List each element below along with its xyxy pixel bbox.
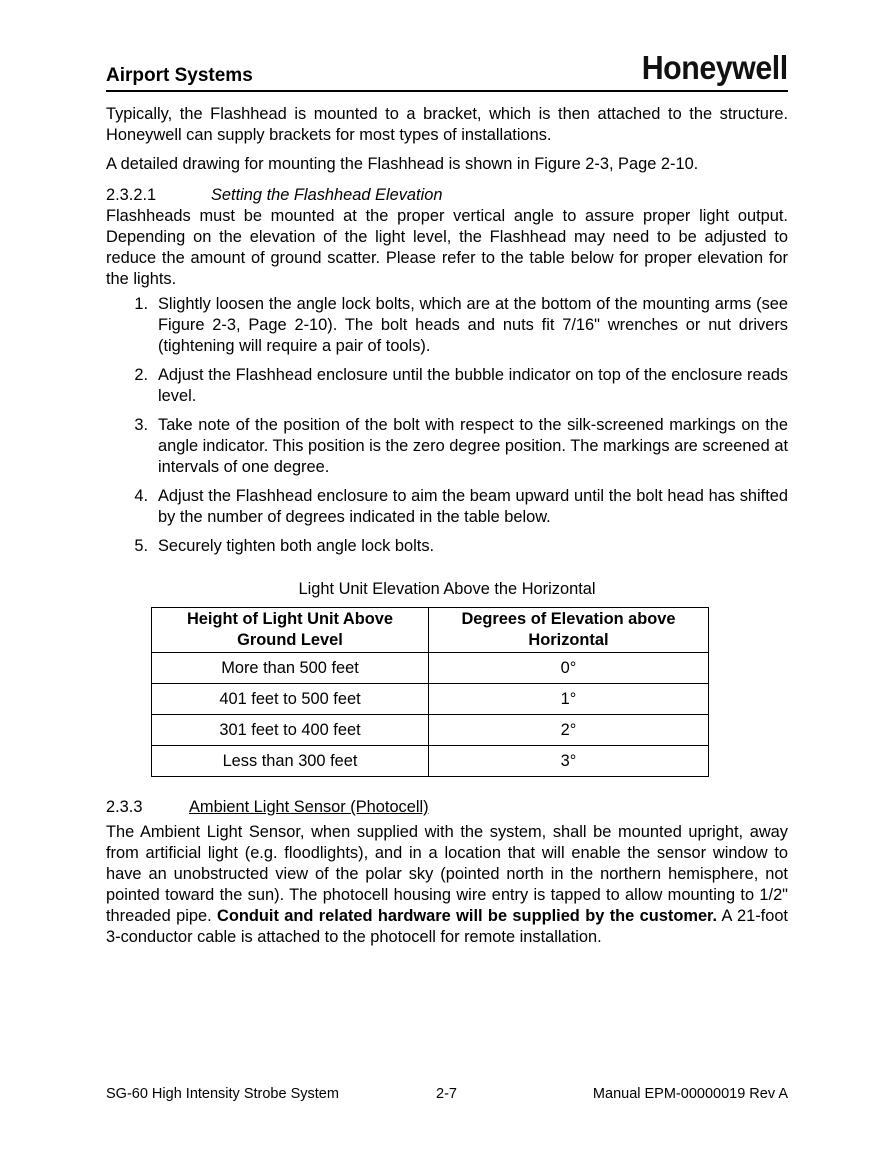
table-row — [152, 715, 709, 746]
step-number: 3. — [134, 416, 148, 434]
table-cell: 401 feet to 500 feet — [152, 684, 429, 715]
sensor-body — [106, 822, 788, 948]
honeywell-logo: Honeywell — [641, 49, 788, 86]
column-header-degrees: Degrees of Elevation above Horizontal — [429, 608, 709, 653]
list-item — [106, 365, 788, 407]
step-number: 4. — [134, 487, 148, 505]
section-heading-sensor — [106, 797, 788, 818]
section-title: Ambient Light Sensor (Photocell) — [189, 798, 429, 816]
sensor-body-end: A 21-foot 3-conductor cable is attached to the photocell for remote installation. — [106, 907, 788, 946]
table-cell: 1° — [429, 684, 709, 715]
step-number: 5. — [134, 537, 148, 555]
elevation-body: Flashheads must be mounted at the proper vertical angle to assure proper light output. Depending on the elevation of the light level, the Flashhead may need to be adjusted to reduce the amount of ground scatter. Please refer to the table below for proper elevation for the lights. — [106, 207, 788, 288]
step-text: Adjust the Flashhead enclosure until the bubble indicator on top of the enclosure reads level. — [158, 366, 788, 405]
list-item — [106, 486, 788, 528]
table-cell: 3° — [429, 746, 709, 777]
list-item — [106, 536, 788, 557]
step-number: 2. — [134, 366, 148, 384]
table-header-row — [152, 608, 709, 653]
table-row — [152, 684, 709, 715]
table-cell: 2° — [429, 715, 709, 746]
elevation-table — [151, 607, 709, 777]
section-title: Setting the Flashhead Elevation — [211, 186, 443, 204]
step-text: Take note of the position of the bolt with respect to the silk-screened markings on the angle indicator. This position is the zero degree position. The markings are screened at intervals of one degree. — [158, 416, 788, 476]
table-row — [152, 653, 709, 684]
page-header — [106, 50, 788, 92]
footer-title: SG-60 High Intensity Strobe System — [106, 1086, 339, 1102]
section-number: 2.3.2.1 — [106, 186, 157, 204]
table-cell: 0° — [429, 653, 709, 684]
table-cell: 301 feet to 400 feet — [152, 715, 429, 746]
intro-paragraph-2: A detailed drawing for mounting the Flashhead is shown in Figure 2-3, Page 2-10. — [106, 155, 699, 173]
table-caption: Light Unit Elevation Above the Horizontal — [298, 580, 596, 598]
list-item — [106, 415, 788, 478]
sensor-body-bold: Conduit and related hardware will be supplied by the customer. — [217, 907, 718, 925]
section-number: 2.3.3 — [106, 798, 143, 816]
step-number: 1. — [134, 295, 148, 313]
page-number: 2-7 — [436, 1086, 457, 1102]
intro-paragraph-1: Typically, the Flashhead is mounted to a bracket, which is then attached to the structure. Honeywell can supply brackets for most types of installations. — [106, 105, 788, 144]
sensor-body-text: The Ambient Light Sensor, when supplied with the system, shall be mounted upright, away from artificial light (e.g. floodlights), and in a location that will enable the sensor window to have an unobstructed view of the polar sky (pointed north in the northern hemisphere, not pointed toward the sun). The photocell housing wire entry is tapped to allow mounting to 1/2" threaded pipe. — [106, 823, 788, 925]
procedure-steps — [106, 294, 788, 557]
table-cell: Less than 300 feet — [152, 746, 429, 777]
header-title: Airport Systems — [106, 65, 253, 86]
list-item — [106, 294, 788, 357]
table-row — [152, 746, 709, 777]
step-text: Slightly loosen the angle lock bolts, which are at the bottom of the mounting arms (see Figure 2-3, Page 2-10). The bolt heads and nuts fit 7/16" wrenches or nut drivers (tightening will require a pair of tools). — [158, 295, 788, 355]
column-header-height: Height of Light Unit Above Ground Level — [152, 608, 429, 653]
manual-reference: Manual EPM-00000019 Rev A — [592, 1086, 788, 1102]
table-cell: More than 500 feet — [152, 653, 429, 684]
step-text: Securely tighten both angle lock bolts. — [158, 537, 435, 555]
step-text: Adjust the Flashhead enclosure to aim the beam upward until the bolt head has shifted by the number of degrees indicated in the table below. — [158, 487, 788, 526]
section-heading-elevation — [106, 185, 788, 206]
page-content — [106, 104, 788, 956]
